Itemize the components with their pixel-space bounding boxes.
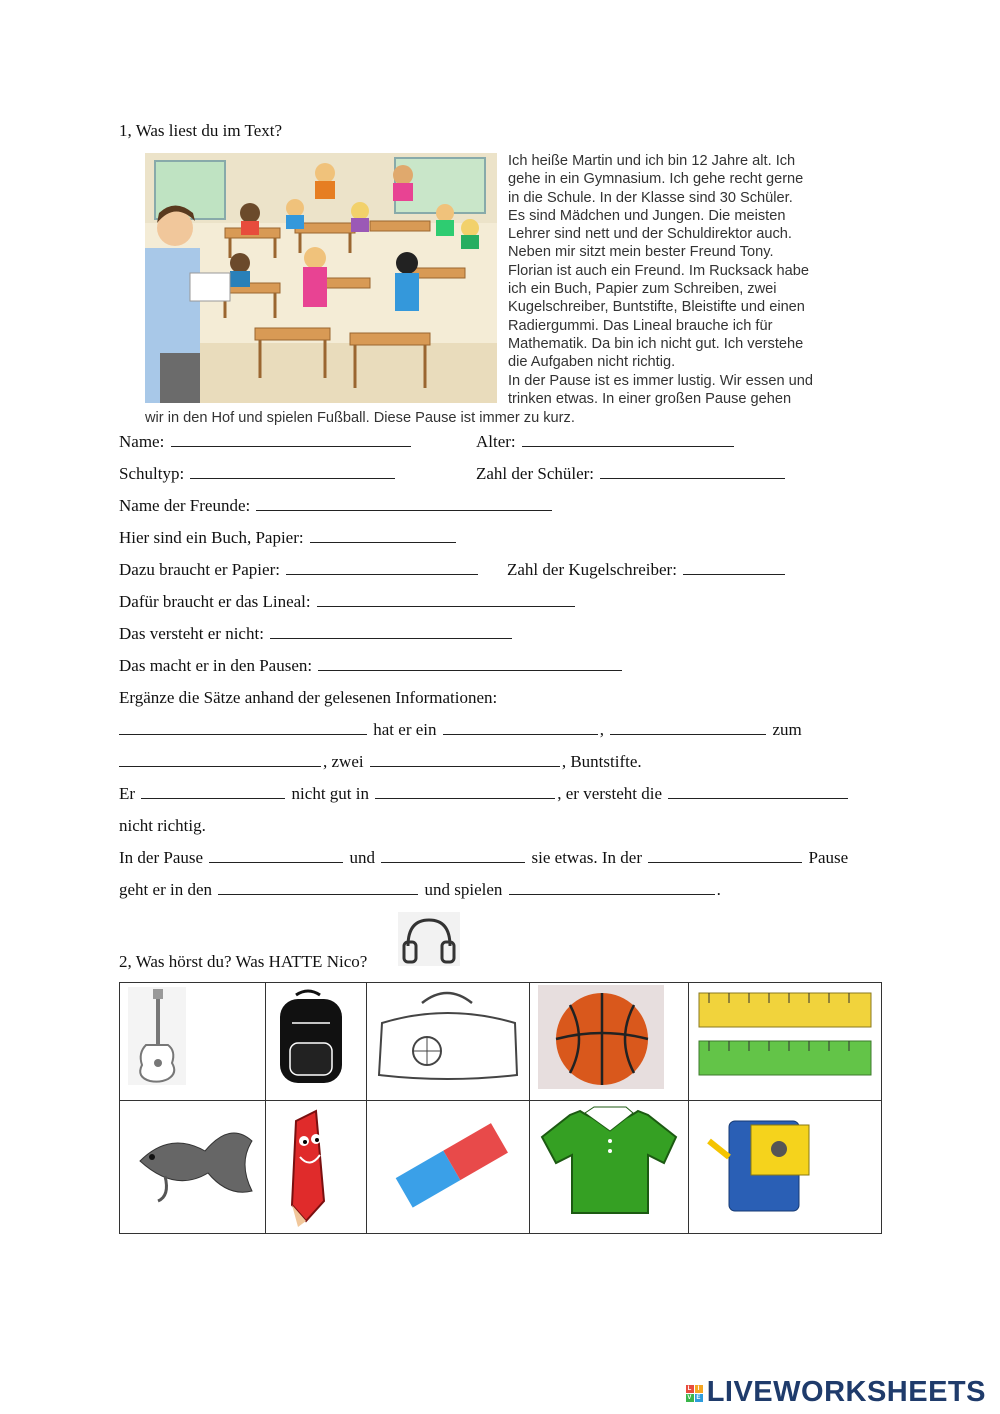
liveworksheets-logo [686,1376,986,1409]
name-label: Name: [119,432,165,451]
field-row-papier [119,560,480,580]
headphones-icon[interactable] [398,912,460,966]
cloze-blank[interactable] [509,880,715,895]
cloze-line-3 [119,784,850,804]
grid-cell-sports-bag[interactable] [367,983,530,1101]
field-row-lineal [119,592,577,612]
grid-cell-backpack[interactable] [266,983,367,1101]
section2-heading: 2, Was hörst du? Was HATTE Nico? [119,952,368,971]
grid-cell-pencil[interactable] [266,1101,367,1234]
freunde-input[interactable] [256,496,552,511]
kugel-label: Zahl der Kugelschreiber: [507,560,677,579]
shirt-icon [530,1101,688,1233]
classroom-image [145,153,497,403]
cloze-text: In der Pause [119,848,204,867]
ruler-icon [689,983,881,1100]
eraser-icon [367,1101,529,1233]
passage-line: gehe in ein Gymnasium. Ich gehe recht gerne [508,171,804,188]
cloze-blank[interactable] [209,848,343,863]
schultyp-input[interactable] [190,464,395,479]
alter-input[interactable] [522,432,734,447]
field-row-versteht [119,624,514,644]
cloze-text: geht er in den [119,880,212,899]
passage-line: Ich heiße Martin und ich bin 12 Jahre alt. Ich [508,153,796,169]
passage-line: Mathematik. Da bin ich nicht gut. Ich verstehe [508,335,804,352]
passage-last-line: wir in den Hof und spielen Fußball. Diese Pause ist immer zu kurz. [145,410,575,426]
logo-mark-letter: V [687,1394,692,1401]
grid-cell-rulers[interactable] [689,983,882,1101]
grid-cell-eraser[interactable] [367,1101,530,1234]
passage-line: trinken etwas. In einer großen Pause gehen [508,390,792,407]
grid-cell-shirt[interactable] [530,1101,689,1234]
sports-bag-icon [367,983,529,1100]
field-row-zahl-schueler [476,464,787,484]
cloze-blank[interactable] [381,848,525,863]
passage-line: Es sind Mädchen und Jungen. Die meisten [508,207,786,224]
basketball-icon [530,983,688,1100]
grid-row [120,1101,882,1234]
logo-mark-letter: E [696,1394,701,1401]
alter-label: Alter: [476,432,516,451]
grid-row [120,983,882,1101]
cloze-blank[interactable] [370,752,560,767]
cloze-blank[interactable] [119,752,321,767]
passage-line: In der Pause ist es immer lustig. Wir essen und [508,372,813,389]
cloze-line-4: nicht richtig. [119,816,206,835]
logo-mark-icon [686,1385,703,1402]
cloze-text: zum [772,720,802,739]
pencil-icon [266,1101,366,1233]
zahl-schueler-label: Zahl der Schüler: [476,464,595,483]
cloze-text: . [716,880,721,899]
picture-grid [119,982,882,1234]
pencil-sharpener-icon [689,1101,881,1233]
cloze-text: sie etwas. In der [531,848,642,867]
field-row-schultyp [119,464,397,484]
versteht-input[interactable] [270,624,512,639]
section1-heading: 1, Was liest du im Text? [119,121,283,140]
cloze-text: nicht gut in [291,784,369,803]
cloze-line-5 [119,848,848,868]
cloze-blank[interactable] [610,720,766,735]
buch-label: Hier sind ein Buch, Papier: [119,528,304,547]
schultyp-label: Schultyp: [119,464,185,483]
buch-input[interactable] [310,528,456,543]
cloze-blank[interactable] [443,720,598,735]
papier-label: Dazu braucht er Papier: [119,560,280,579]
passage-line: ich ein Buch, Papier zum Schreiben, zwei [508,281,777,298]
grid-cell-sharpener[interactable] [689,1101,882,1234]
cloze-blank[interactable] [668,784,848,799]
cloze-line-6 [119,880,721,900]
cloze-text: , er versteht die [557,784,663,803]
cloze-blank[interactable] [218,880,418,895]
name-input[interactable] [171,432,411,447]
logo-text: LIVEWORKSHEETS [706,1376,986,1408]
cloze-text: und [349,848,376,867]
field-row-alter [476,432,736,452]
grid-cell-fish[interactable] [120,1101,266,1234]
passage-line: Kugelschreiber, Buntstifte, Bleistifte und einen [508,299,805,316]
lineal-label: Dafür braucht er das Lineal: [119,592,311,611]
field-row-name [119,432,413,452]
cloze-text: und spielen [424,880,503,899]
cloze-blank[interactable] [375,784,555,799]
grid-cell-basketball[interactable] [530,983,689,1101]
passage-line: in die Schule. In der Klasse sind 30 Schüler. [508,189,793,206]
cloze-text: , [599,720,604,739]
reading-passage [508,152,853,408]
kugel-input[interactable] [683,560,785,575]
pausen-input[interactable] [318,656,622,671]
cloze-blank[interactable] [119,720,367,735]
versteht-label: Das versteht er nicht: [119,624,264,643]
cloze-blank[interactable] [648,848,802,863]
zahl-schueler-input[interactable] [600,464,785,479]
field-row-pausen [119,656,624,676]
field-row-kugel [507,560,787,580]
passage-line: Neben mir sitzt mein bester Freund Tony. [508,244,774,261]
cloze-text: Er [119,784,136,803]
grid-cell-guitar[interactable] [120,983,266,1101]
field-row-buch [119,528,458,548]
instruction-text: Ergänze die Sätze anhand der gelesenen Informationen: [119,688,498,707]
guitar-icon [120,983,265,1100]
cloze-text: , zwei [323,752,364,771]
papier-input[interactable] [286,560,478,575]
backpack-icon [266,983,366,1100]
passage-line: Radiergummi. Das Lineal brauche ich für [508,317,773,334]
freunde-label: Name der Freunde: [119,496,251,515]
cloze-text: , Buntstifte. [561,752,642,771]
cloze-text: Pause [808,848,849,867]
passage-line: Florian ist auch ein Freund. Im Rucksack habe [508,262,809,279]
passage-line: Lehrer sind nett und der Schuldirektor auch. [508,226,792,243]
cloze-text: hat er ein [373,720,437,739]
fish-icon [120,1101,265,1233]
field-row-freunde [119,496,554,516]
logo-mark-letter: I [695,1385,703,1393]
passage-line: die Aufgaben nicht richtig. [508,354,676,371]
lineal-input[interactable] [317,592,575,607]
cloze-line-1 [119,720,802,740]
classroom-illustration [145,153,497,403]
cloze-blank[interactable] [141,784,285,799]
pausen-label: Das macht er in den Pausen: [119,656,313,675]
cloze-line-2 [119,752,642,772]
logo-mark-letter: L [687,1385,692,1392]
